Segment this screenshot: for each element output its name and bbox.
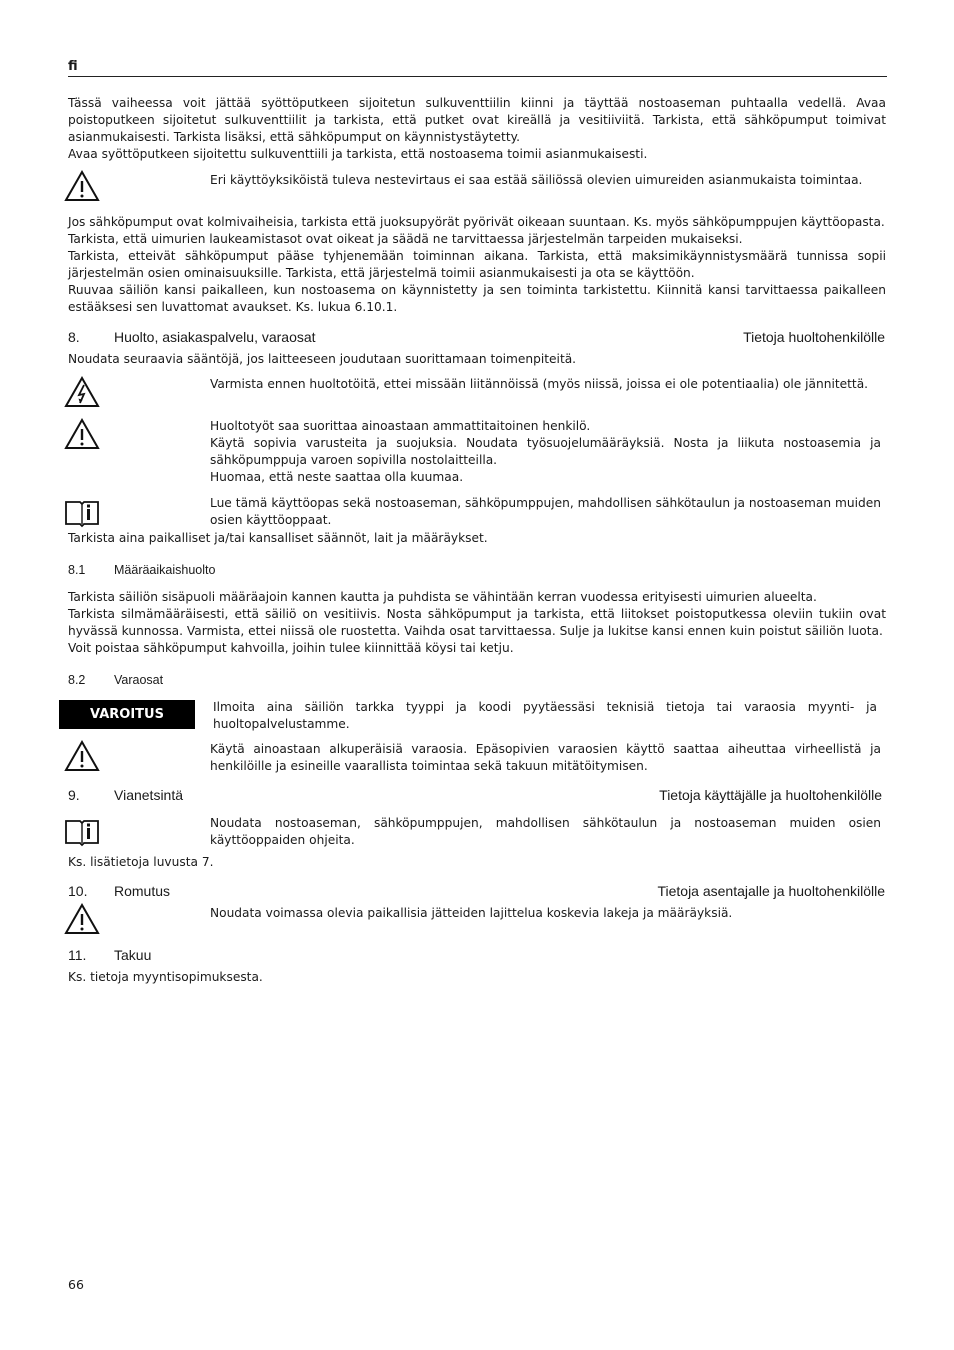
note-spare-parts-info: Ilmoita aina säiliön tarkka tyyppi ja koodi pyytäessäsi teknisiä tietoja tai varaosia myynti- ja huoltopalvelustamme. <box>213 700 877 731</box>
note-flow: Eri käyttöyksiköistä tuleva nestevirtaus ei saa estää säiliössä olevien uimureiden asianmukaista toimintaa. <box>210 173 863 187</box>
section-8-intro: Noudata seuraavia sääntöjä, jos laitteeseen joudutaan suorittamaan toimenpiteitä. <box>68 352 577 366</box>
header-rule <box>68 76 887 77</box>
section-11-heading: 11. Takuu <box>68 947 152 963</box>
note-original-parts: Käytä ainoastaan alkuperäisiä varaosia. Epäsopivien varaosien käyttö saattaa aiheuttaa virheellistä ja henkilöille ja esineille vaarallista toimintaa sekä takuun mitätöitymisen. <box>210 742 881 773</box>
commissioning-paragraph: Jos sähköpumput ovat kolmivaiheisia, tarkista että juoksupyörät pyörivät oikeaan suuntaan. Ks. myös sähköpumppujen käyttöopasta. Tarkista, että uimurien laukeamistasot ovat oikeat ja säädä ne tarvittaessa järjestelmän tarpeiden mukaiseksi. Tarkista, etteivät sähköpumput pääse tyhjenemään toiminnan aikana. Tarkista, että maksimikäynnistysmäärä tunnissa sopii järjestelmän osien ominaisuuksille. Tarkista, että järjestelmä toimii asianmukaisesti ja ota se käyttöön. Ruuvaa säiliön kansi paikalleen, kun nostoasema on käynnistetty ja sen toiminta tarkistettu. Kiinnitä kansi tarvittaessa paikalleen estääksesi sen luvattomat avaukset. Ks. lukua 6.10.1. <box>68 215 886 314</box>
section-8-audience: Tietoja huoltohenkilölle <box>743 329 885 345</box>
section-8-1-text: Tarkista säiliön sisäpuoli määräajoin kannen kautta ja puhdista se vähintään kerran vuodessa erityisesti uimurien alueelta. Tarkista silmämääräisesti, että säiliö on vesitiivis. Nosta sähköpumput ja tarkista, että liitokset poistoputkessa oleviin tukiin ovat hyvässä kunnossa. Varmista, ettei niissä ole ruostetta. Vaihda osat tarvittaessa. Sulje ja lukitse kansi ennen kuin poistut säiliön luota. Voit poistaa sähköpumput kahvoilla, joihin tulee kiinnittää köysi tai ketju. <box>68 590 886 655</box>
intro-paragraph <box>68 95 886 163</box>
electric-hazard-icon <box>64 376 100 408</box>
section-8-footer: Tarkista aina paikalliset ja/tai kansalliset säännöt, lait ja määräykset. <box>68 531 488 545</box>
warning-triangle-icon <box>64 170 100 202</box>
note-service-warning: Huoltotyöt saa suorittaa ainoastaan ammattitaitoinen henkilö. Käytä sopivia varusteita ja suojuksia. Noudata työsuojelumääräyksiä. Nosta ja liikuta nostoasemia ja sähköpumppuja varoen sopivilla nostolaitteilla. Huomaa, että neste saattaa olla kuumaa. <box>210 419 881 484</box>
manual-book-icon <box>64 496 100 528</box>
note-voltage: Varmista ennen huoltotöitä, ettei missään liitännöissä (myös niissä, joissa ei ole potentiaalia) ole jännitettä. <box>210 377 869 391</box>
section-8-title: Huolto, asiakaspalvelu, varaosat <box>114 329 316 345</box>
manual-book-icon <box>64 815 100 847</box>
note-troubleshooting-manual: Noudata nostoaseman, sähköpumppujen, mahdollisen sähkötaulun ja nostoaseman muiden osien käyttöoppaiden ohjeita. <box>210 816 881 847</box>
section-8-heading: 8. Huolto, asiakaspalvelu, varaosat Tietoja huoltohenkilölle <box>68 329 885 345</box>
warning-triangle-icon <box>64 903 100 935</box>
section-9-heading: 9. Vianetsintä Tietoja käyttäjälle ja huoltohenkilölle <box>68 787 882 803</box>
intro-line: Avaa syöttöputkeen sijoitettu sulkuventtiili ja tarkista, että nostoasema toimii asianmukaisesti. <box>68 147 648 161</box>
warning-triangle-icon <box>64 418 100 450</box>
section-9-footer: Ks. lisätietoja luvusta 7. <box>68 855 214 869</box>
intro-line: Tässä vaiheessa voit jättää syöttöputkeen sijoitetun sulkuventtiilin kiinni ja täyttää nostoaseman puhtaalla vedellä. Avaa poistoputkeen sijoitetut sulkuventtiilit ja tarkista, että putket ovat kireällä ja vesitiiviitä. Tarkista, että sähköpumput toimivat asianmukaisesti. Tarkista lisäksi, että sähköpumput on käynnistystäytetty. <box>68 96 886 144</box>
note-disposal: Noudata voimassa olevia paikallisia jätteiden lajittelua koskevia lakeja ja määräyksiä. <box>210 906 733 920</box>
section-8-1-heading: 8.1 Määräaikaishuolto <box>68 563 216 577</box>
note-manual: Lue tämä käyttöopas sekä nostoaseman, sähköpumppujen, mahdollisen sähkötaulun ja nostoaseman muiden osien käyttöoppaat. <box>210 496 881 527</box>
warning-badge: VAROITUS <box>59 700 195 729</box>
page-number: 66 <box>68 1277 84 1292</box>
section-11-text: Ks. tietoja myyntisopimuksesta. <box>68 970 263 984</box>
section-10-heading: 10. Romutus Tietoja asentajalle ja huoltohenkilölle <box>68 883 885 899</box>
section-8-2-heading: 8.2 Varaosat <box>68 673 164 687</box>
warning-triangle-icon <box>64 740 100 772</box>
language-code: fi <box>68 59 78 74</box>
